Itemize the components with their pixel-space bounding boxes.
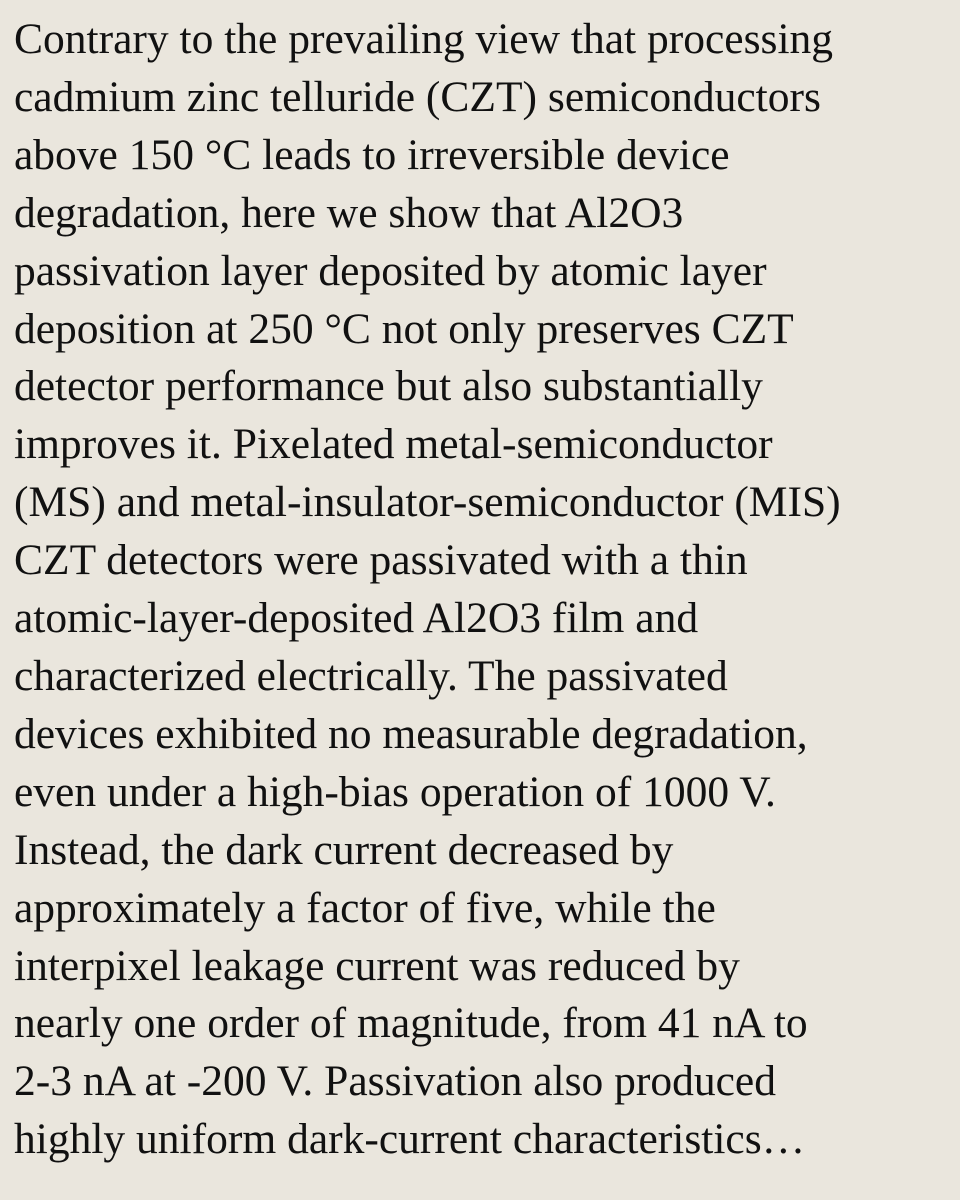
text-line-2: cadmium zinc telluride (CZT) semiconductors — [14, 72, 821, 121]
abstract-text-block — [14, 11, 954, 1169]
text-line-18: nearly one order of magnitude, from 41 nA to — [14, 999, 808, 1048]
text-line-16: approximately a factor of five, while the — [14, 883, 716, 932]
text-line-12: characterized electrically. The passivated — [14, 651, 728, 700]
text-line-17: interpixel leakage current was reduced by — [14, 941, 740, 990]
text-line-3: above 150 °C leads to irreversible device — [14, 130, 730, 179]
text-line-20: highly uniform dark-current characteristics… — [14, 1115, 806, 1164]
text-line-8: improves it. Pixelated metal-semiconductor — [14, 420, 773, 469]
text-line-15: Instead, the dark current decreased by — [14, 825, 674, 874]
text-line-9: (MS) and metal-insulator-semiconductor (MIS) — [14, 478, 841, 527]
text-line-6: deposition at 250 °C not only preserves CZT — [14, 304, 794, 353]
text-line-1: Contrary to the prevailing view that processing — [14, 15, 834, 63]
text-line-19: 2-3 nA at -200 V. Passivation also produced — [14, 1057, 776, 1106]
text-line-7: detector performance but also substantially — [14, 362, 763, 411]
text-line-11: atomic-layer-deposited Al2O3 film and — [14, 594, 699, 643]
text-line-4: degradation, here we show that Al2O3 — [14, 188, 684, 237]
text-line-13: devices exhibited no measurable degradation, — [14, 709, 808, 758]
text-line-5: passivation layer deposited by atomic layer — [14, 246, 767, 295]
text-line-14: even under a high-bias operation of 1000 V. — [14, 767, 776, 816]
text-line-10: CZT detectors were passivated with a thin — [14, 536, 748, 585]
